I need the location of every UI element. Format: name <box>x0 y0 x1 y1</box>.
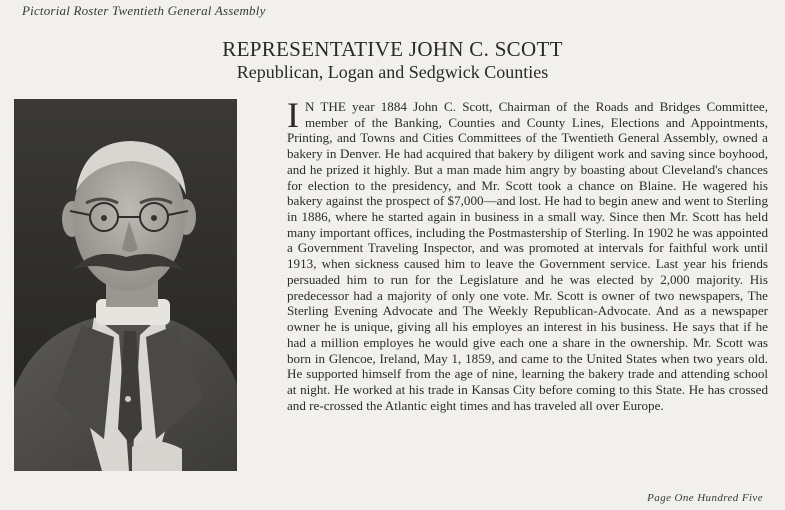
portrait-photo <box>14 99 237 471</box>
portrait-illustration <box>14 99 237 471</box>
biography-paragraph: N THE year 1884 John C. Scott, Chairman of the Roads and Bridges Committee, member of the Banking, Counties and County Lines, Elections and Appointments, Printing, and Towns and Cities Committees of the Twentieth General Assembly, owned a bakery in Denver. He had acquired that bakery by diligent work and saving since boyhood, and he prized it highly. But a man made him angry by boasting about Cleveland's chances for election to the presidency, and Mr. Scott took a chance on Blaine. He wagered his bakery against the prospect of $7,000—and lost. He had to begin anew and went to Sterling in 1886, where he started again in business in a small way. Since then Mr. Scott has held many important offices, including the Postmastership of Sterling. In 1902 he was appointed a Government Traveling Inspector, and was promoted at intervals for faithful work until 1913, when sickness caused him to leave the Government service. Last year his friends persuaded him to run for the Legislature and he was elected by 2,000 majority. His predecessor had a majority of only one vote. Mr. Scott is owner of two newspapers, The Sterling Evening Advocate and The Weekly Republican-Advocate. And as a newspaper owner he is unique, giving all his employes an interest in his business. He says that if he had a million employes he would give each one a share in the ownership. Mr. Scott was born in Glencoe, Ireland, May 1, 1859, and came to the United States when two years old. He supported himself from the age of nine, learning the bakery trade and attending school at night. He worked at his trade in Kansas City before coming to this State. He has crossed and re-crossed the Atlantic eight times and has traveled all over Europe. <box>287 99 768 413</box>
running-head: Pictorial Roster Twentieth General Assembly <box>22 3 266 18</box>
page-title: REPRESENTATIVE JOHN C. SCOTT <box>222 37 563 61</box>
biography-text <box>287 95 768 413</box>
page-number: Page One Hundred Five <box>647 492 763 504</box>
drop-cap: I <box>287 95 299 135</box>
page-subtitle: Republican, Logan and Sedgwick Counties <box>236 62 549 82</box>
